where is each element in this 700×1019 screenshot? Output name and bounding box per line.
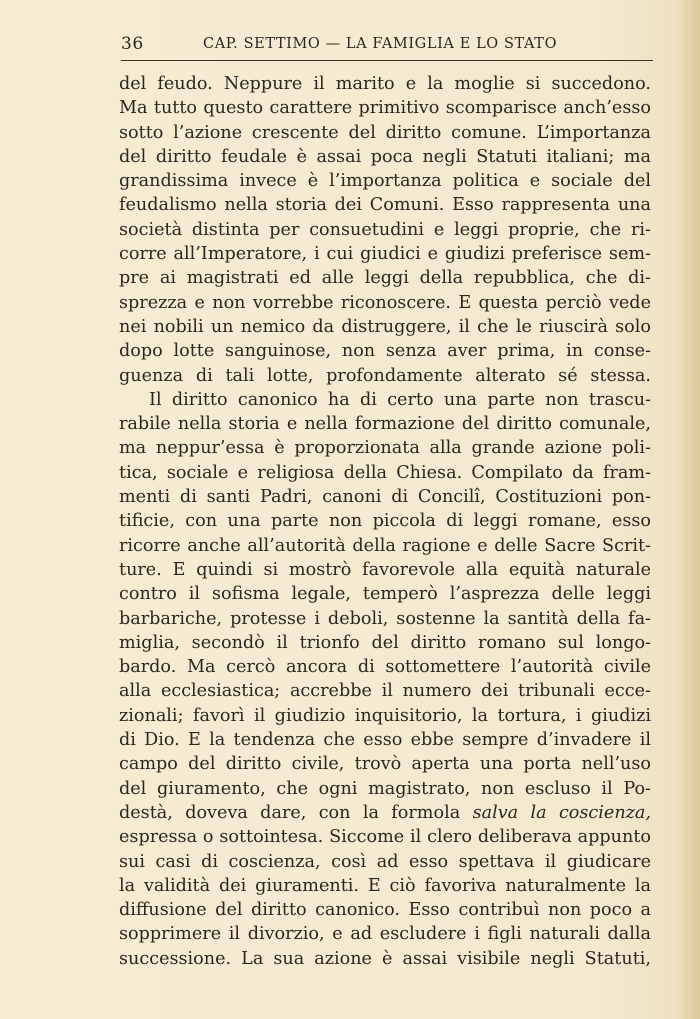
header-rule <box>121 60 653 61</box>
text-line: zionali; favorì il giudizio inquisitorio, la tortura, i giudizi <box>119 705 651 726</box>
text-line: del diritto feudale è assai poca negli Statuti italiani; ma <box>119 146 651 167</box>
text-line: pre ai magistrati ed alle leggi della repubblica, che di- <box>119 268 651 289</box>
text-line: società distinta per consuetudini e leggi proprie, che ri- <box>119 219 651 240</box>
text-line: nei nobili un nemico da distruggere, il che le riuscirà solo <box>119 316 651 337</box>
text-line: feudalismo nella storia dei Comuni. Esso rappresenta una <box>119 195 651 216</box>
text-line: miglia, secondò il trionfo del diritto romano sul longo- <box>119 632 651 653</box>
text-line: grandissima invece è l’importanza politica e sociale del <box>119 171 651 192</box>
text-line: contro il sofisma legale, temperò l’asprezza delle leggi <box>119 584 651 605</box>
text-line: dopo lotte sanguinose, non senza aver prima, in conse- <box>119 341 651 362</box>
running-title: CAP. SETTIMO — LA FAMIGLIA E LO STATO <box>203 36 558 52</box>
text-line: sotto l’azione crescente del diritto comune. L’importanza <box>119 122 651 143</box>
text-line: diffusione del diritto canonico. Esso contribuì non poco a <box>119 900 651 921</box>
text-line: rabile nella storia e nella formazione del diritto comunale, <box>119 414 651 435</box>
text-line: ricorre anche all’autorità della ragione e delle Sacre Scrit- <box>119 535 651 556</box>
text-line: la validità dei giuramenti. E ciò favoriva naturalmente la <box>119 875 651 896</box>
text-line: di Dio. E la tendenza che esso ebbe sempre d’invadere il <box>119 730 651 751</box>
text-line: menti di santi Padri, canoni di Concilî, Costituzioni pon- <box>119 487 651 508</box>
paragraph-start-line: Il diritto canonico ha di certo una parte non trascu- <box>149 389 651 410</box>
text-line: successione. La sua azione è assai visibile negli Statuti, <box>119 948 651 969</box>
text-line: campo del diritto civile, trovò aperta una porta nell’uso <box>119 754 651 775</box>
text-line: del feudo. Neppure il marito e la moglie si succedono. <box>119 74 651 94</box>
text-line-with-italic <box>119 801 651 825</box>
text-line: tificie, con una parte non piccola di leggi romane, esso <box>119 511 651 532</box>
body-text <box>119 72 651 971</box>
text-line: ture. E quindi si mostrò favorevole alla equità naturale <box>119 559 651 580</box>
text-line: sui casi di coscienza, così ad esso spettava il giudicare <box>119 851 651 872</box>
text-line: ma neppur’essa è proporzionata alla grande azione poli- <box>119 438 651 459</box>
page-number: 36 <box>121 34 144 54</box>
text-line: alla ecclesiastica; accrebbe il numero dei tribunali ecce- <box>119 681 651 702</box>
text-line: sopprimere il divorzio, e ad escludere i figli naturali dalla <box>119 924 651 945</box>
running-head <box>121 34 653 56</box>
italic-phrase: salva la coscienza, <box>472 802 651 823</box>
text-line: bardo. Ma cercò ancora di sottomettere l’autorità civile <box>119 657 651 678</box>
text-segment: destà, doveva dare, con la formola <box>119 802 461 823</box>
text-line: tica, sociale e religiosa della Chiesa. Compilato da fram- <box>119 462 651 483</box>
page-edge-shadow <box>678 0 700 1019</box>
text-line: espressa o sottointesa. Siccome il clero deliberava appunto <box>119 827 651 848</box>
text-line: sprezza e non vorrebbe riconoscere. E questa perciò vede <box>119 292 651 313</box>
text-line: barbariche, protesse i deboli, sostenne la santità della fa- <box>119 608 651 629</box>
text-line: del giuramento, che ogni magistrato, non escluso il Po- <box>119 778 651 799</box>
paragraph-end-line: guenza di tali lotte, profondamente alterato sé stessa. <box>119 365 651 386</box>
text-line: Ma tutto questo carattere primitivo scomparisce anch’esso <box>119 98 651 119</box>
text-line: corre all’Imperatore, i cui giudici e giudizi preferisce sem- <box>119 244 651 265</box>
